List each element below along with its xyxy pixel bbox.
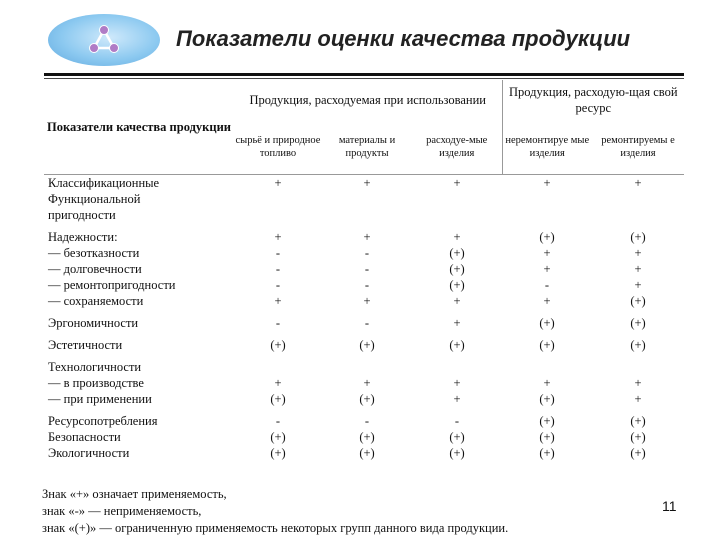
table-cell: (+) [630,338,646,352]
table-cell: (+) [359,338,375,352]
column-header: неремонтируе мые изделия [505,135,590,159]
triangle-atom-logo-icon [88,24,120,56]
table-cell: (+) [449,338,465,352]
page-title: Показатели оценки качества продукции [176,26,631,51]
row-label: Классификационные Функциональной пригодности [44,175,234,230]
table-row [44,359,684,413]
table-cell: + (+) [359,376,375,406]
column-header: ремонтируемы е изделия [601,135,675,159]
table-cell: + - - - + [274,230,282,308]
table-cell: (+) + + + (+) [630,230,646,308]
title-divider-thin [44,78,684,79]
table-cell: - (+) (+) [449,414,465,460]
title-divider [44,73,684,76]
table-cell: + + [453,376,461,406]
table-cell: + (+) (+) (+) + [449,230,465,308]
quality-table [44,80,684,467]
table-cell: + (+) [539,376,555,406]
table-cell: (+) + + - + [539,230,555,308]
row-label: Ресурсопотребления Безопасности Экологичности [48,414,158,460]
table-cell: - [275,316,281,330]
table-row [44,315,684,337]
note-line: Знак «+» означает применяемость, [42,487,227,501]
column-header: сырьё и природное топливо [235,135,321,159]
row-label: Эргономичности [48,316,139,330]
row-header: Показатели качества продукции [47,120,231,134]
note-line: знак «(+)» — ограниченную применяемость некоторых групп данного вида продукции. [42,521,509,535]
table-cell: - (+) (+) [359,414,375,460]
table-cell: - [364,316,370,330]
table-cell: (+) (+) (+) [630,414,646,460]
legend-notes [42,486,508,537]
table-cell: (+) (+) (+) [539,414,555,460]
page-number: 11 [662,498,677,514]
table-cell: + + [634,376,642,406]
table-cell: (+) [270,338,286,352]
table-row [44,175,684,230]
column-header: расходуе-мые изделия [412,120,502,175]
column-header: материалы и продукты [338,135,396,159]
row-label: Надежности: — безотказности — долговечности — ремонтопригодности — сохраняемости [48,230,176,308]
row-label: Технологичности — в производстве — при применении [48,360,152,406]
row-label: Эстетичности [48,338,123,352]
logo [48,14,160,66]
table-cell: + [234,175,322,230]
table-cell: + [322,175,412,230]
group-header-resource: Продукция, расходую-щая свой ресурс [508,85,678,115]
table-cell: (+) [630,316,646,330]
table-cell: + [502,175,592,230]
table-cell: + (+) [270,376,286,406]
table-cell: + [453,316,461,330]
table-cell: + [592,175,684,230]
table-row [44,413,684,467]
table-row [44,337,684,359]
table-cell: (+) [539,316,555,330]
table-cell: (+) [539,338,555,352]
table-row [44,229,684,315]
table-cell: - (+) (+) [270,414,286,460]
group-header-consumed: Продукция, расходуемая при использовании [234,80,502,120]
note-line: знак «-» — неприменяемость, [42,504,202,518]
table-cell: + [412,175,502,230]
table-cell: + - - - + [363,230,371,308]
